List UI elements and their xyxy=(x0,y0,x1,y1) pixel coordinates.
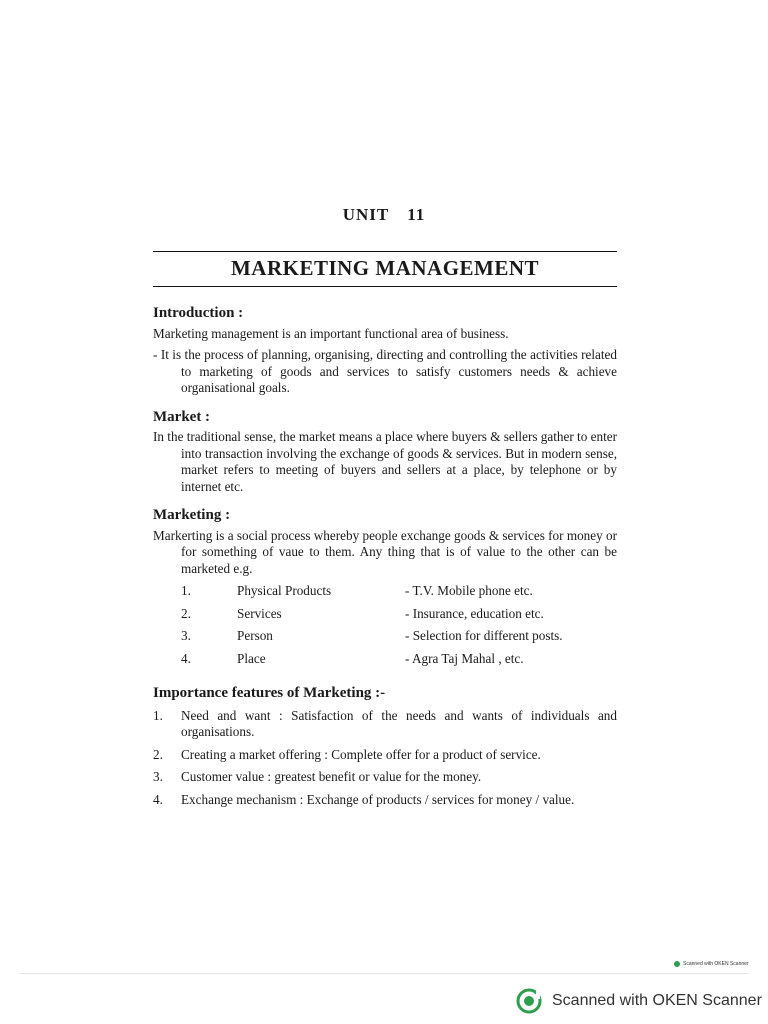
scanner-stamp xyxy=(674,961,749,967)
page-title: MARKETING MANAGEMENT xyxy=(230,256,540,280)
list-item-num: 4. xyxy=(153,791,163,807)
example-num: 4. xyxy=(181,650,191,666)
example-category: Place xyxy=(237,650,266,666)
list-item-num: 3. xyxy=(153,769,163,784)
list-item-num: 2. xyxy=(153,746,163,762)
example-value: - T.V. Mobile phone etc. xyxy=(405,583,533,598)
market-section xyxy=(153,409,617,496)
unit-number: 11 xyxy=(407,205,426,224)
main-content xyxy=(153,305,617,820)
list-item xyxy=(153,708,617,741)
example-value: - Insurance, education etc. xyxy=(405,605,544,621)
example-num: 2. xyxy=(181,605,191,621)
example-category: Physical Products xyxy=(237,583,332,598)
example-category: Services xyxy=(237,605,282,621)
example-num: 1. xyxy=(181,583,191,598)
marketing-text: Markerting is a social process whereby people exchange goods & services for money or for something of vaue to them. Any thing that is of value to the other can be marketed e.g. xyxy=(153,527,617,576)
list-item-text: Customer value : greatest benefit or value for the money. xyxy=(181,769,482,784)
list-item-text: Need and want : Satisfaction of the needs and wants of individuals and organisations. xyxy=(181,707,617,739)
example-num: 3. xyxy=(181,628,191,643)
marketing-heading: Marketing : xyxy=(153,507,231,523)
scanner-dot-icon xyxy=(674,961,680,967)
importance-heading: Importance features of Marketing :- xyxy=(153,685,386,701)
example-row xyxy=(153,651,563,674)
list-item-text: Exchange mechanism : Exchange of products / services for money / value. xyxy=(181,791,575,807)
unit-label: UNIT xyxy=(342,205,390,224)
list-item xyxy=(153,747,617,764)
title-bottom-rule xyxy=(153,286,617,287)
list-item xyxy=(153,769,617,786)
oken-scanner-logo-icon xyxy=(516,988,542,1014)
example-category: Person xyxy=(237,628,273,643)
introduction-line1: Marketing management is an important functional area of business. xyxy=(153,325,509,341)
list-item-num: 1. xyxy=(153,707,163,723)
introduction-line2: - It is the process of planning, organising, directing and controlling the activities related to marketing of goods and services to satisfy customers needs & achieve organisational goals. xyxy=(153,347,617,395)
introduction-heading: Introduction : xyxy=(153,305,244,321)
unit-heading xyxy=(0,205,768,225)
importance-section xyxy=(153,685,617,808)
scanner-stamp-text: Scanned with OKEN Scanner xyxy=(683,961,749,967)
market-heading: Market : xyxy=(153,408,211,425)
list-item-text: Creating a market offering : Complete offer for a product of service. xyxy=(181,746,541,762)
footer-divider xyxy=(20,973,748,974)
marketing-section xyxy=(153,507,617,673)
example-row xyxy=(153,606,563,629)
market-text: In the traditional sense, the market means a place where buyers & sellers gather to enter into transaction involving the exchange of goods & services. But in modern sense, market refers to meeting of buyers and sellers at a place, by telephone or by internet etc. xyxy=(153,429,617,494)
title-top-rule xyxy=(153,251,617,252)
marketing-examples-table xyxy=(153,583,563,673)
scanner-footer-text: Scanned with OKEN Scanner xyxy=(552,992,762,1009)
example-value: - Selection for different posts. xyxy=(405,628,563,643)
list-item xyxy=(153,792,617,809)
scanner-footer xyxy=(516,988,762,1014)
introduction-section xyxy=(153,305,617,397)
example-row xyxy=(153,628,563,651)
example-value: - Agra Taj Mahal , etc. xyxy=(405,650,524,666)
example-row xyxy=(153,583,563,606)
importance-list xyxy=(153,708,617,809)
